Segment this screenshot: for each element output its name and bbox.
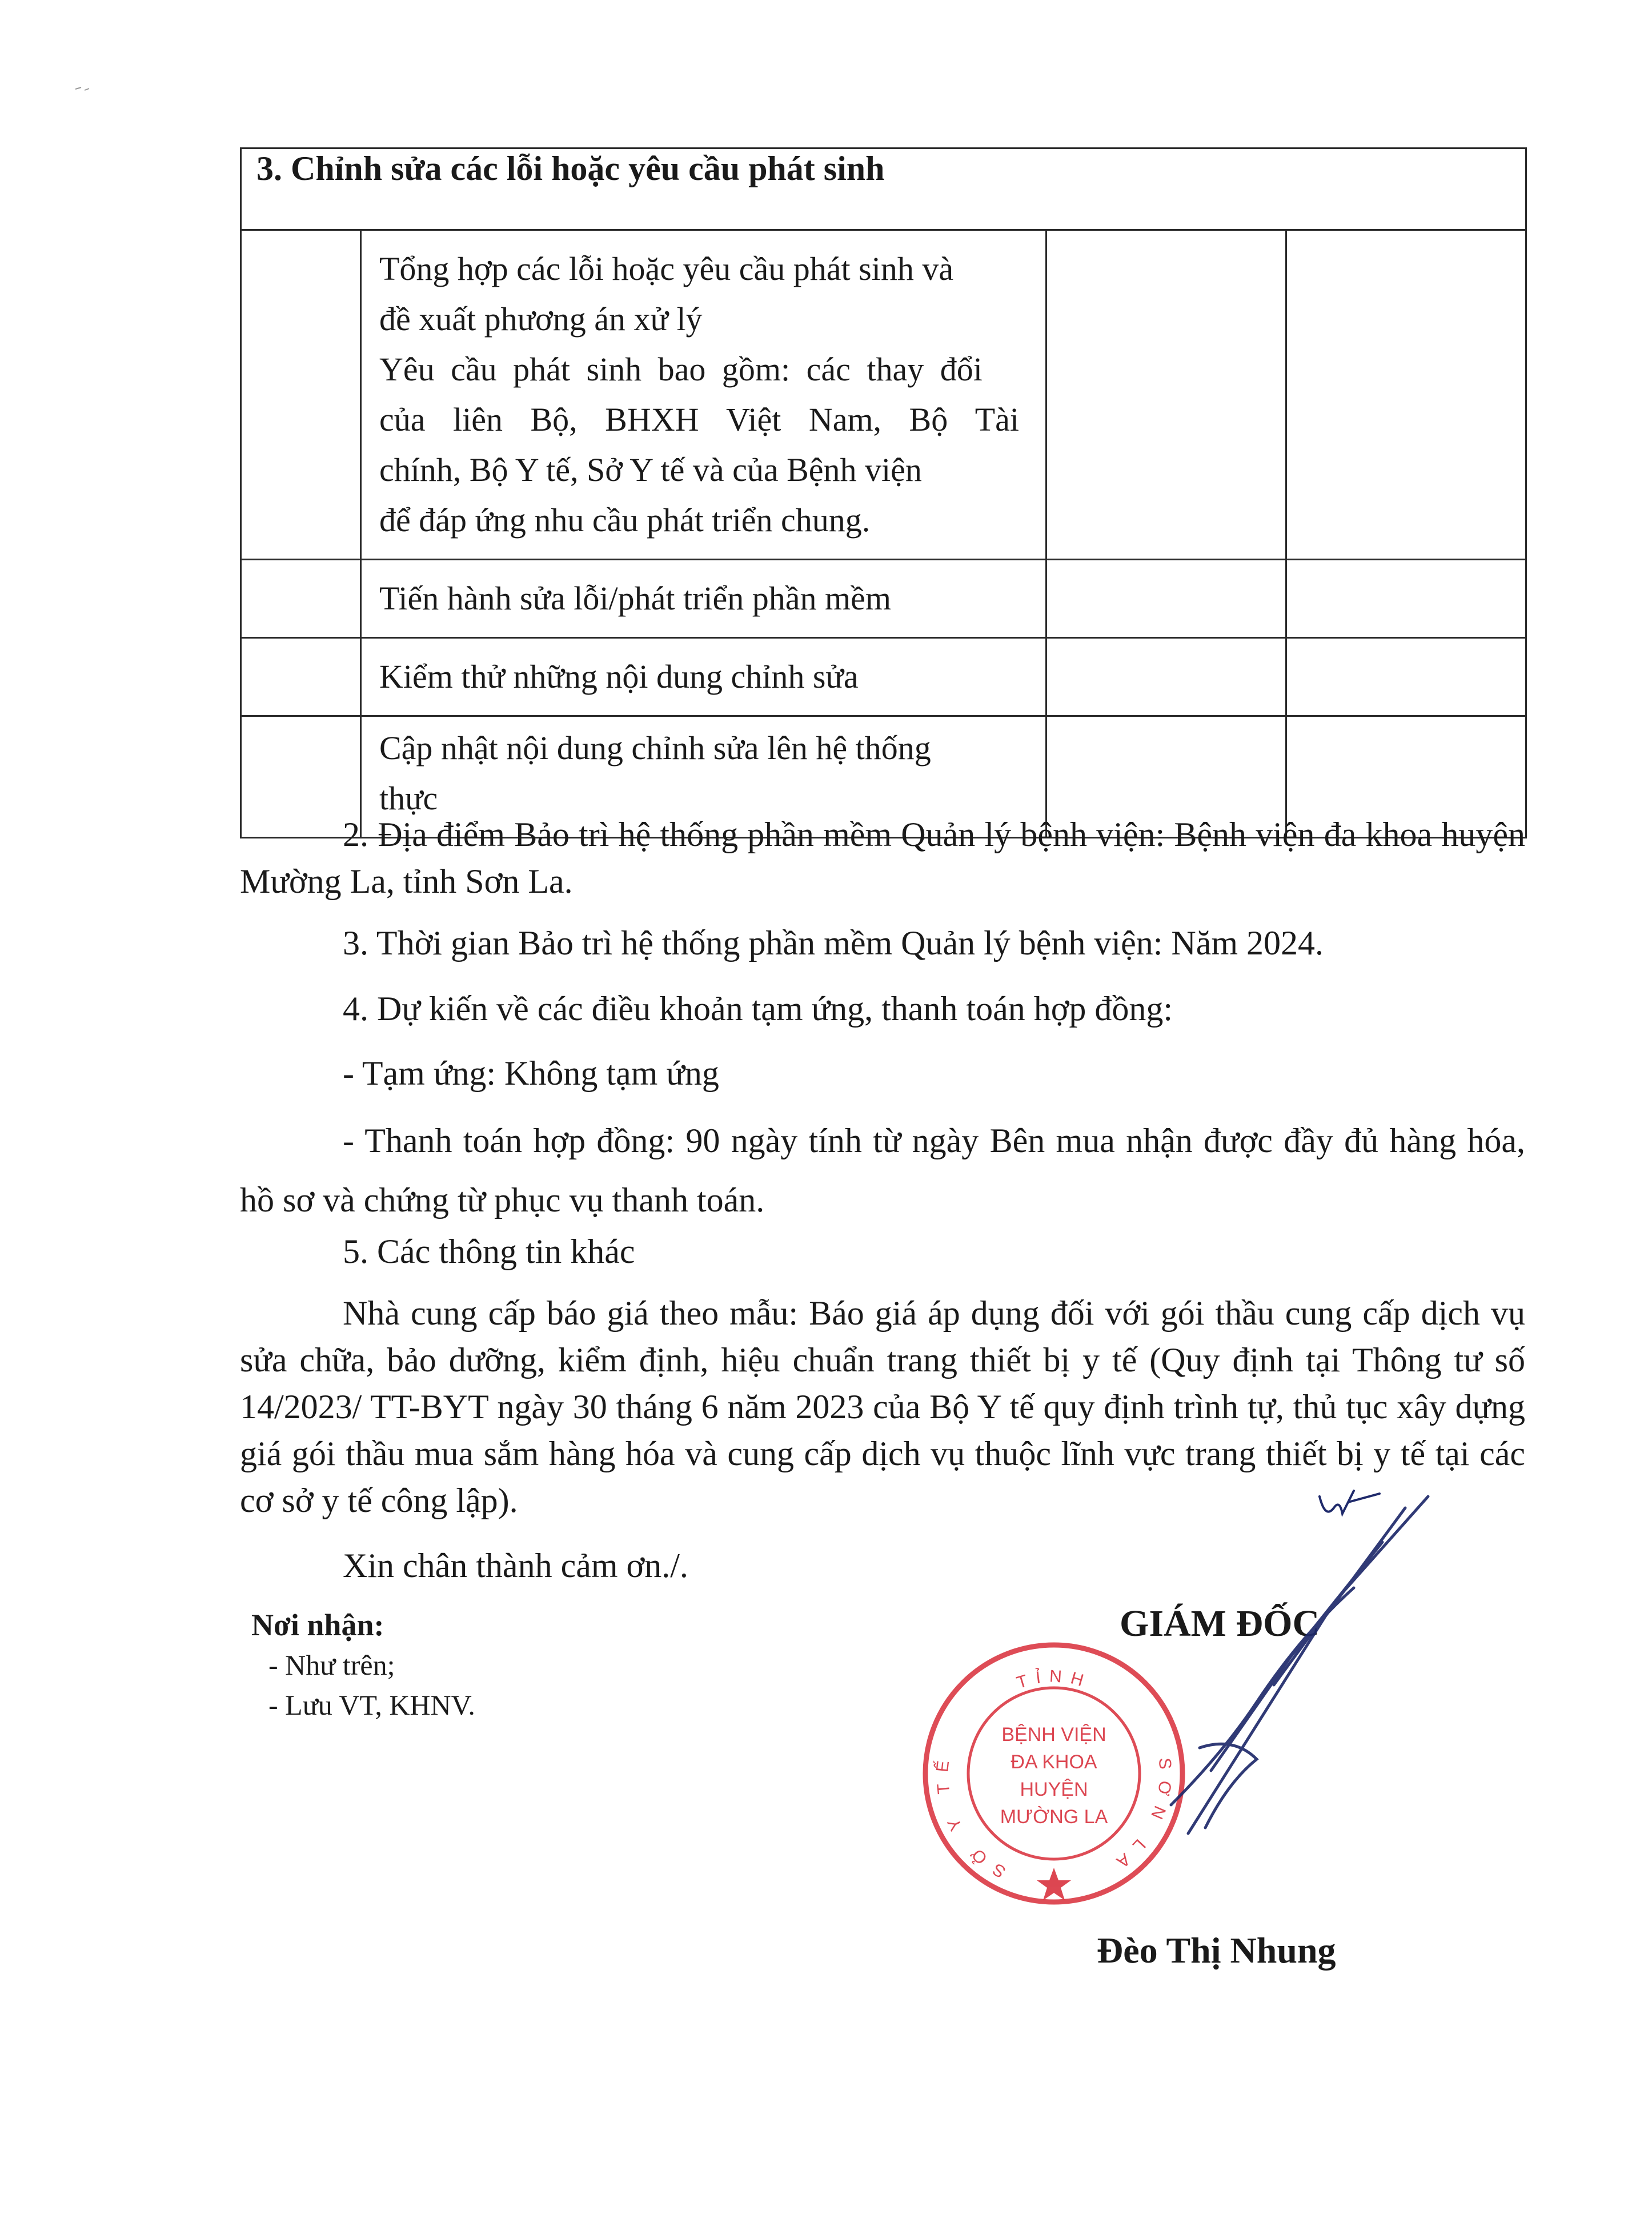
section-title: 3. Chỉnh sửa các lỗi hoặc yêu cầu phát sinh [241, 149, 1526, 230]
content-cell [361, 638, 1046, 716]
content-line: thực [379, 780, 438, 817]
content-line: Tổng hợp các lỗi hoặc yêu cầu phát sinh và [379, 250, 954, 287]
stamp-center-line: HUYỆN [1020, 1779, 1088, 1800]
empty-cell [1286, 560, 1526, 638]
content-line: đề xuất phương án xử lý [379, 300, 703, 338]
stamp-star-icon [1037, 1868, 1071, 1900]
section-header-row [241, 149, 1526, 230]
content-line: để đáp ứng nhu cầu phát triển chung. [379, 501, 871, 539]
recipient-item: - Như trên; [268, 1649, 395, 1681]
stt-cell [241, 560, 361, 638]
work-table [240, 147, 1527, 838]
stamp-outer-top: TỈNH [1014, 1667, 1093, 1693]
stamp-outer-right: SƠN LA [1105, 1757, 1175, 1878]
paragraph-thanks: Xin chân thành cảm ơn./. [343, 1547, 688, 1584]
recipients-block [251, 1605, 475, 1725]
content-line: chính, Bộ Y tế, Sở Y tế và của Bệnh viện [379, 451, 922, 488]
content-line: Yêu cầu phát sinh bao gồm: các thay đổi [379, 351, 983, 388]
handwritten-signature [1085, 1485, 1440, 1885]
content-line: Tiến hành sửa lỗi/phát triển phần mềm [379, 580, 891, 617]
content-line: của liên Bộ, BHXH Việt Nam, Bộ Tài [379, 401, 1019, 438]
empty-cell [1046, 230, 1286, 560]
empty-cell [1046, 560, 1286, 638]
recipient-item: - Lưu VT, KHNV. [268, 1689, 475, 1721]
empty-cell [1286, 230, 1526, 560]
table-row [241, 230, 1526, 560]
content-cell [361, 230, 1046, 560]
stamp-center-line: BỆNH VIỆN [1001, 1724, 1106, 1746]
table-row [241, 560, 1526, 638]
recipients-title: Nơi nhận: [251, 1608, 384, 1642]
stt-cell [241, 230, 361, 560]
content-cell [361, 560, 1046, 638]
paragraph-payment: - Thanh toán hợp đồng: 90 ngày tính từ ngày Bên mua nhận được đầy đủ hàng hóa, hồ sơ và chứng từ phục vụ thanh toán. [240, 1122, 1525, 1219]
paragraph-location: 2. Địa điểm Bảo trì hệ thống phần mềm Quản lý bệnh viện: Bệnh viện đa khoa huyện Mường La, tỉnh Sơn La. [240, 816, 1525, 900]
paragraph-time: 3. Thời gian Bảo trì hệ thống phần mềm Quản lý bệnh viện: Năm 2024. [343, 924, 1324, 962]
stamp-center-line: ĐA KHOA [1011, 1751, 1097, 1773]
empty-cell [1046, 638, 1286, 716]
scan-speck [74, 86, 91, 91]
stt-cell [241, 638, 361, 716]
content-line: Kiểm thử những nội dung chỉnh sửa [379, 658, 859, 695]
paragraph-other-info: 5. Các thông tin khác [343, 1233, 635, 1270]
stamp-outer-left: SỞ Y TẾ [933, 1749, 1009, 1881]
stamp-center-line: MƯỜNG LA [1000, 1806, 1108, 1828]
table-row [241, 638, 1526, 716]
content-line: Cập nhật nội dung chỉnh sửa lên hệ thống [379, 729, 931, 767]
paragraph-advance: - Tạm ứng: Không tạm ứng [343, 1054, 719, 1092]
signer-name: Đèo Thị Nhung [1097, 1930, 1336, 1971]
paragraph-payment-terms: 4. Dự kiến về các điều khoản tạm ứng, thanh toán hợp đồng: [343, 990, 1173, 1028]
signer-title: GIÁM ĐỐC [1120, 1603, 1320, 1644]
svg-text:SỞ Y TẾ [932, 1749, 1009, 1881]
paragraph-quotation: Nhà cung cấp báo giá theo mẫu: Báo giá áp dụng đối với gói thầu cung cấp dịch vụ sửa chữa, bảo dưỡng, kiểm định, hiệu chuẩn trang thiết bị y tế (Quy định tại Thông tư số 14/2023/ TT-BYT ngày 30 tháng 6 năm 2023 của Bộ Y tế quy định trình tự, thủ tục xây dựng giá gói thầu mua sắm hàng hóa và cung cấp dịch vụ thuộc lĩnh vực trang thiết bị y tế tại các cơ sở y tế công lập). [240, 1294, 1525, 1519]
empty-cell [1286, 638, 1526, 716]
